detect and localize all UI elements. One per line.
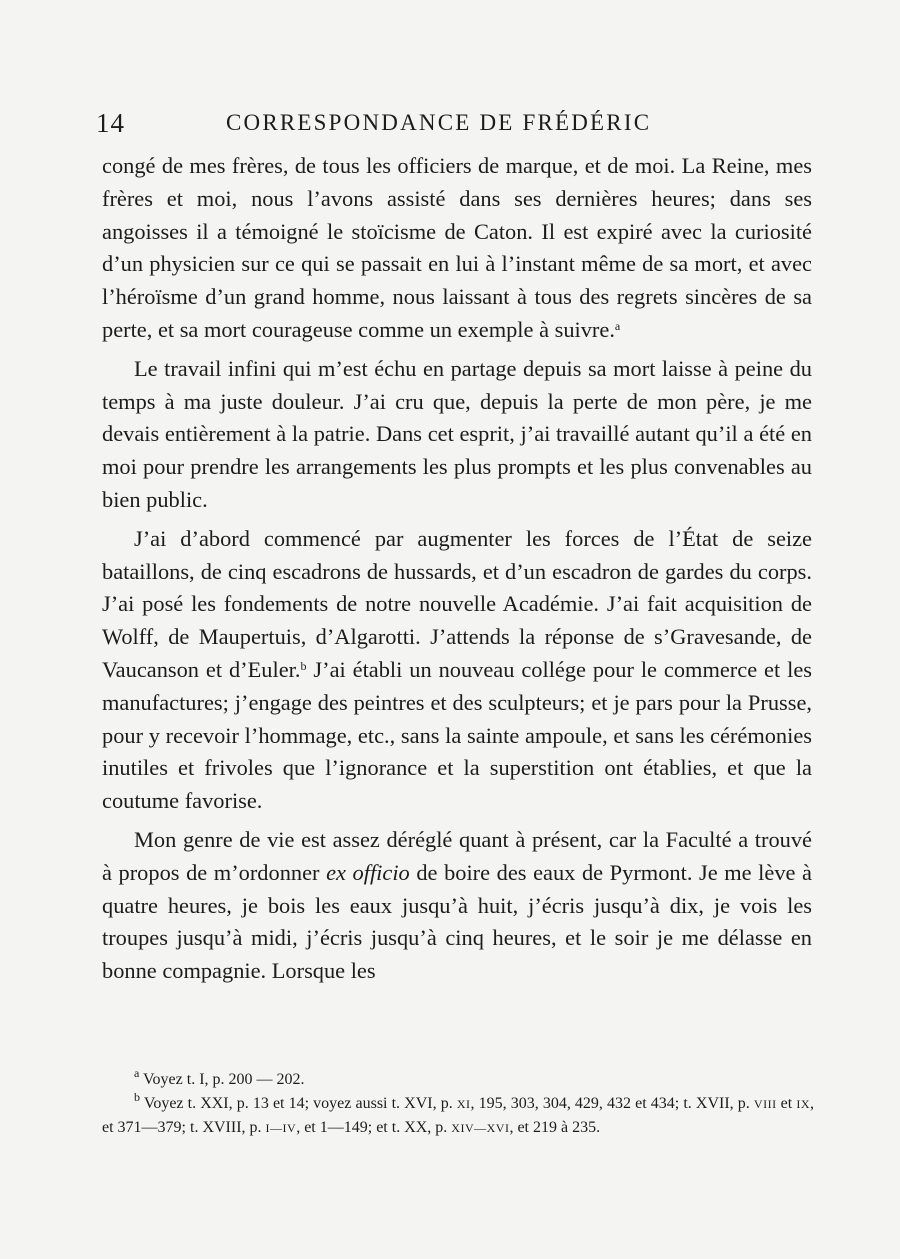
- italic-phrase: ex officio: [326, 859, 410, 885]
- body-text: [102, 150, 812, 988]
- footnote-ref-b[interactable]: b: [300, 658, 307, 673]
- running-title: CORRESPONDANCE DE FRÉDÉRIC: [226, 110, 652, 135]
- paragraph-2: Le travail infini qui m’est échu en partage depuis sa mort laisse à peine du temps à ma juste douleur. J’ai cru que, depuis la perte de mon père, je me devais entièrement à la patrie. Dans cet esprit, j’ai travaillé autant qu’il a été en moi pour prendre les arrangements les plus prompts et les plus convenables au bien public.: [102, 355, 812, 512]
- footnote-a: $^a$ Voyez t. I, p. 200 — 202.: [134, 1066, 305, 1088]
- paragraph-4: Mon genre de vie est assez déréglé quant à présent, car la Faculté a trouvé à propos de m’ordonner ex officio de boire des eaux de Pyrmont. Je me lève à quatre heures, je bois les eaux jusqu’à huit, j’écris jusqu’à dix, je vois les troupes jusqu’à midi, j’écris jusqu’à cinq heures, et le soir je me délasse en bonne compagnie. Lorsque les: [102, 826, 812, 984]
- footnote-mark-b: b: [134, 1089, 140, 1104]
- page-number: 14: [96, 108, 125, 138]
- page-header: [96, 108, 816, 142]
- paragraph-3: J’ai d’abord commencé par augmenter les forces de l’État de seize bataillons, de cinq escadrons de hussards, et d’un escadron de gardes du corps. J’ai posé les fondements de notre nouvelle Académie. J’ai fait acquisition de Wolff, de Maupertuis, d’Algarotti. J’attends la réponse de s’Gravesande, de Vaucanson et d’Euler.$^b$ J’ai établi un nouveau collége pour le commerce et les manufactures; j’engage des peintres et des sculpteurs; et je pars pour la Prusse, pour y recevoir l’hommage, etc., sans la sainte ampoule, et sans les cérémonies inutiles et frivoles que l’ignorance et la superstition ont établies, et que la coutume favorise.: [102, 525, 812, 814]
- footnote-ref-a[interactable]: a: [614, 318, 621, 333]
- paragraph-1: congé de mes frères, de tous les officiers de marque, et de moi. La Reine, mes frères et moi, nous l’avons assisté dans ses dernières heures; dans ses angoisses il a témoigné le stoïcisme de Caton. Il est expiré avec la curiosité d’un physicien sur ce qui se passait en lui à l’instant même de sa mort, et avec l’héroïsme d’un grand homme, nous laissant à tous des regrets sincères de sa perte, et sa mort courageuse comme un exemple à suivre.$^a$: [102, 153, 812, 342]
- footnote-mark-a: a: [134, 1066, 140, 1080]
- footnotes: [102, 1068, 814, 1141]
- footnote-b: $^b$ Voyez t. XXI, p. 13 et 14; voyez aussi t. XVI, p. XI, 195, 303, 304, 429, 432 et 434; t. XVII, p. VIII et IX, et 371—379; t. XVIII, p. I—IV, et 1—149; et t. XX, p. XIV—XVI, et 219 à 235.: [102, 1089, 815, 1136]
